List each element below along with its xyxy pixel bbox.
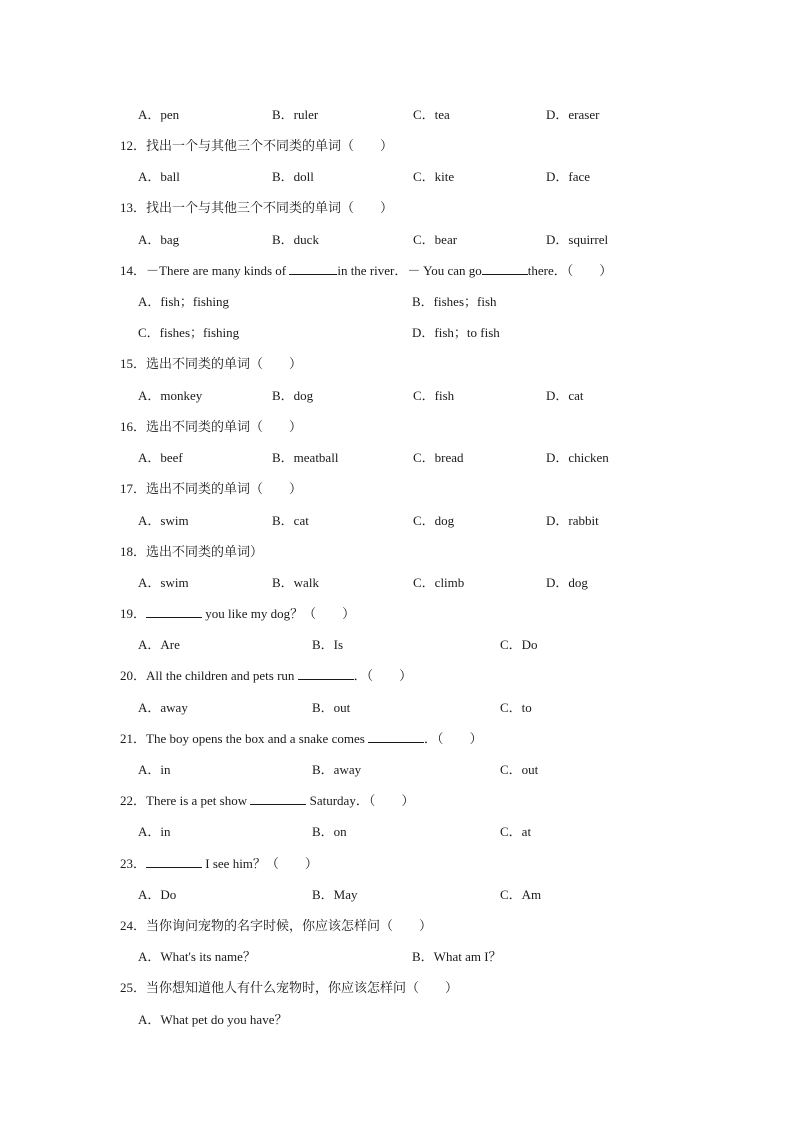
q21-blank[interactable] xyxy=(368,730,424,743)
q18-option-d[interactable]: D．dog xyxy=(546,575,588,590)
q17-text: 选出不同类的单词（ ） xyxy=(146,481,303,496)
q23-number: 23． xyxy=(120,856,147,871)
q22-text-before: There is a pet show xyxy=(146,793,251,808)
q15-stem xyxy=(120,353,302,372)
q20-option-c[interactable]: C．to xyxy=(500,700,532,715)
q21-stem xyxy=(120,728,483,747)
q14-text-1: －There are many kinds of xyxy=(146,263,290,278)
q14-options-row1 xyxy=(138,291,758,309)
q16-options xyxy=(138,447,758,465)
q17-number: 17． xyxy=(120,481,147,496)
q25-option-a[interactable]: A．What pet do you have？ xyxy=(138,1012,288,1027)
q23-option-b[interactable]: B．May xyxy=(312,887,358,902)
q17-option-b[interactable]: B．cat xyxy=(272,513,309,528)
q21-option-b[interactable]: B．away xyxy=(312,762,362,777)
q12-stem xyxy=(120,135,393,154)
q23-option-c[interactable]: C．Am xyxy=(500,887,542,902)
q11-option-d[interactable]: D．eraser xyxy=(546,107,600,122)
q14-number: 14． xyxy=(120,263,147,278)
q23-text: I see him？（ ） xyxy=(202,856,318,871)
q16-stem xyxy=(120,416,302,435)
q23-stem xyxy=(120,853,318,872)
q21-options xyxy=(138,759,758,777)
q18-stem xyxy=(120,541,263,560)
q17-option-d[interactable]: D．rabbit xyxy=(546,513,599,528)
q12-text: 找出一个与其他三个不同类的单词（ ） xyxy=(146,138,394,153)
q12-options xyxy=(138,166,758,184)
q21-text-before: The boy opens the box and a snake comes xyxy=(146,731,369,746)
q15-option-b[interactable]: B．dog xyxy=(272,388,314,403)
q22-number: 22． xyxy=(120,793,147,808)
q19-blank[interactable] xyxy=(146,605,202,618)
q15-number: 15． xyxy=(120,356,147,371)
q25-options xyxy=(138,1009,758,1027)
q13-options xyxy=(138,229,758,247)
q25-text: 当你想知道他人有什么宠物时，你应该怎样问（ ） xyxy=(146,980,459,995)
q21-text-after: ．（ ） xyxy=(424,731,483,746)
q19-option-b[interactable]: B．Is xyxy=(312,637,344,652)
q19-stem xyxy=(120,603,355,622)
q19-option-a[interactable]: A．Are xyxy=(138,637,180,652)
q11-options xyxy=(138,104,758,122)
q16-option-b[interactable]: B．meatball xyxy=(272,450,339,465)
q25-number: 25． xyxy=(120,980,147,995)
q19-text: you like my dog？（ ） xyxy=(202,606,356,621)
q11-option-a[interactable]: A．pen xyxy=(138,107,180,122)
q24-number: 24． xyxy=(120,918,147,933)
q21-option-a[interactable]: A．in xyxy=(138,762,171,777)
q14-option-d[interactable]: D．fish；to fish xyxy=(412,325,500,340)
q19-options xyxy=(138,634,758,652)
q21-number: 21． xyxy=(120,731,147,746)
q13-stem xyxy=(120,197,393,216)
q15-option-c[interactable]: C．fish xyxy=(413,388,455,403)
q11-option-b[interactable]: B．ruler xyxy=(272,107,319,122)
q21-option-c[interactable]: C．out xyxy=(500,762,539,777)
q18-options xyxy=(138,572,758,590)
q17-stem xyxy=(120,478,302,497)
q16-option-c[interactable]: C．bread xyxy=(413,450,464,465)
q17-option-a[interactable]: A．swim xyxy=(138,513,189,528)
q12-option-d[interactable]: D．face xyxy=(546,169,591,184)
q18-option-c[interactable]: C．climb xyxy=(413,575,465,590)
q14-option-c[interactable]: C．fishes；fishing xyxy=(138,325,240,340)
q12-option-b[interactable]: B．doll xyxy=(272,169,314,184)
q22-stem xyxy=(120,790,414,809)
q22-text-after: Saturday．（ ） xyxy=(306,793,415,808)
q20-option-a[interactable]: A．away xyxy=(138,700,188,715)
q16-number: 16． xyxy=(120,419,147,434)
q13-option-c[interactable]: C．bear xyxy=(413,232,458,247)
q17-options xyxy=(138,510,758,528)
q19-number: 19． xyxy=(120,606,147,621)
q25-stem xyxy=(120,977,458,996)
q24-options xyxy=(138,946,758,964)
q15-text: 选出不同类的单词（ ） xyxy=(146,356,303,371)
q13-text: 找出一个与其他三个不同类的单词（ ） xyxy=(146,200,394,215)
q14-blank-2[interactable] xyxy=(482,262,528,275)
q14-option-b[interactable]: B．fishes；fish xyxy=(412,294,497,309)
q19-option-c[interactable]: C．Do xyxy=(500,637,538,652)
q16-option-a[interactable]: A．beef xyxy=(138,450,183,465)
q15-option-d[interactable]: D．cat xyxy=(546,388,584,403)
q22-option-a[interactable]: A．in xyxy=(138,824,171,839)
q23-options xyxy=(138,884,758,902)
q20-number: 20． xyxy=(120,668,147,683)
q20-text-after: ．（ ） xyxy=(353,668,413,683)
q20-blank[interactable] xyxy=(298,667,354,680)
q18-text: 选出不同类的单词） xyxy=(146,544,264,559)
q24-option-b[interactable]: B．What am I？ xyxy=(412,949,502,964)
q23-option-a[interactable]: A．Do xyxy=(138,887,177,902)
q18-option-b[interactable]: B．walk xyxy=(272,575,319,590)
q20-options xyxy=(138,697,758,715)
q13-option-b[interactable]: B．duck xyxy=(272,232,319,247)
q24-text: 当你询问宠物的名字时候，你应该怎样问（ ） xyxy=(146,918,433,933)
q24-stem xyxy=(120,915,432,934)
q22-blank[interactable] xyxy=(250,792,306,805)
q16-option-d[interactable]: D．chicken xyxy=(546,450,609,465)
q14-stem xyxy=(120,260,612,279)
q14-options-row2 xyxy=(138,322,758,340)
q15-option-a[interactable]: A．monkey xyxy=(138,388,203,403)
q22-options xyxy=(138,821,758,839)
q20-stem xyxy=(120,665,412,684)
q16-text: 选出不同类的单词（ ） xyxy=(146,419,303,434)
q11-option-c[interactable]: C．tea xyxy=(413,107,450,122)
q20-text-before: All the children and pets run xyxy=(146,668,298,683)
q12-option-a[interactable]: A．ball xyxy=(138,169,180,184)
q18-number: 18． xyxy=(120,544,147,559)
q14-text-3: there．（ ） xyxy=(527,263,613,278)
q15-options xyxy=(138,385,758,403)
q22-option-b[interactable]: B．on xyxy=(312,824,347,839)
q17-option-c[interactable]: C．dog xyxy=(413,513,455,528)
q13-option-d[interactable]: D．squirrel xyxy=(546,232,609,247)
q22-option-c[interactable]: C．at xyxy=(500,824,532,839)
q14-text-2: in the river．－ You can go xyxy=(337,263,482,278)
q12-option-c[interactable]: C．kite xyxy=(413,169,455,184)
q13-number: 13． xyxy=(120,200,147,215)
q20-option-b[interactable]: B．out xyxy=(312,700,351,715)
q12-number: 12． xyxy=(120,138,147,153)
q14-option-a[interactable]: A．fish；fishing xyxy=(138,294,230,309)
q24-option-a[interactable]: A．What's its name？ xyxy=(138,949,256,964)
q18-option-a[interactable]: A．swim xyxy=(138,575,189,590)
q23-blank[interactable] xyxy=(146,855,202,868)
q13-option-a[interactable]: A．bag xyxy=(138,232,180,247)
q14-blank-1[interactable] xyxy=(289,262,337,275)
